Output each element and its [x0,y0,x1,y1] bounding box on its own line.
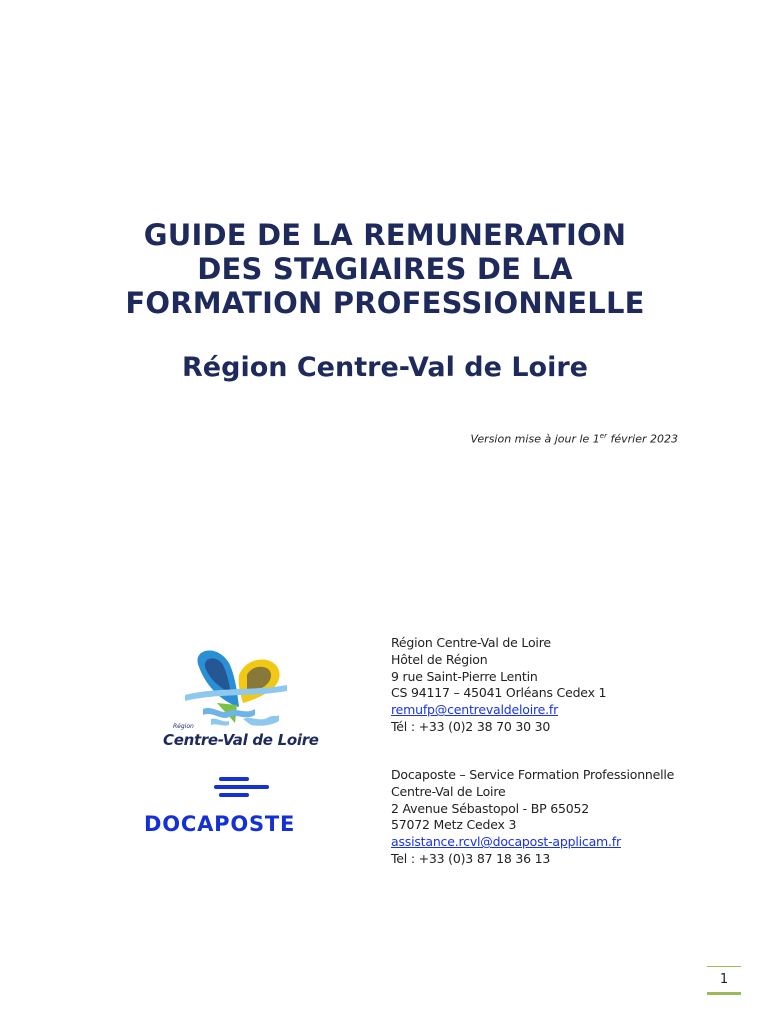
page-number-bar [707,992,741,995]
title-line-3: FORMATION PROFESSIONNELLE [125,286,645,320]
region-logo [155,645,319,757]
docaposte-logo [140,772,340,842]
region-logo-text: Centre-Val de Loire [163,731,319,749]
region-address-line-3: 9 rue Saint-Pierre Lentin [391,668,538,684]
region-phone: Tél : +33 (0)2 38 70 30 30 [391,718,551,734]
docaposte-address-line-2: Centre-Val de Loire [391,783,506,799]
region-address-line-4: CS 94117 – 45041 Orléans Cedex 1 [391,685,607,701]
region-address-line-1: Région Centre-Val de Loire [391,635,551,650]
docaposte-address-block [391,767,674,868]
docaposte-address-line-1: Docaposte – Service Formation Professionnelle [391,767,675,782]
docaposte-address-line-3: 2 Avenue Sébastopol - BP 65052 [391,800,589,816]
version-prefix: Version mise à jour le 1 [470,432,600,446]
docaposte-email-link[interactable]: assistance.rcvl@docapost-applicam.fr [391,834,621,850]
region-logo-small-text: Région [173,723,194,730]
title-line-1: GUIDE DE LA REMUNERATION [143,218,627,252]
version-note [471,432,678,446]
docaposte-address-line-4: 57072 Metz Cedex 3 [391,817,517,833]
region-address-line-2: Hôtel de Région [391,651,488,667]
region-address-block [391,635,606,736]
page-number [707,966,741,995]
docaposte-phone: Tel : +33 (0)3 87 18 36 13 [391,850,551,866]
docaposte-logo-text: DOCAPOSTE [144,812,296,836]
document-title [60,218,710,320]
page-number-text: 1 [719,972,729,987]
version-suffix: février 2023 [606,432,678,446]
title-line-2: DES STAGIAIRES DE LA [197,252,573,286]
docaposte-lines-icon [140,772,340,812]
region-subtitle: Région Centre-Val de Loire [182,352,588,383]
version-sup: er [599,432,607,440]
region-email-link[interactable]: remufp@centrevaldeloire.fr [391,702,559,718]
